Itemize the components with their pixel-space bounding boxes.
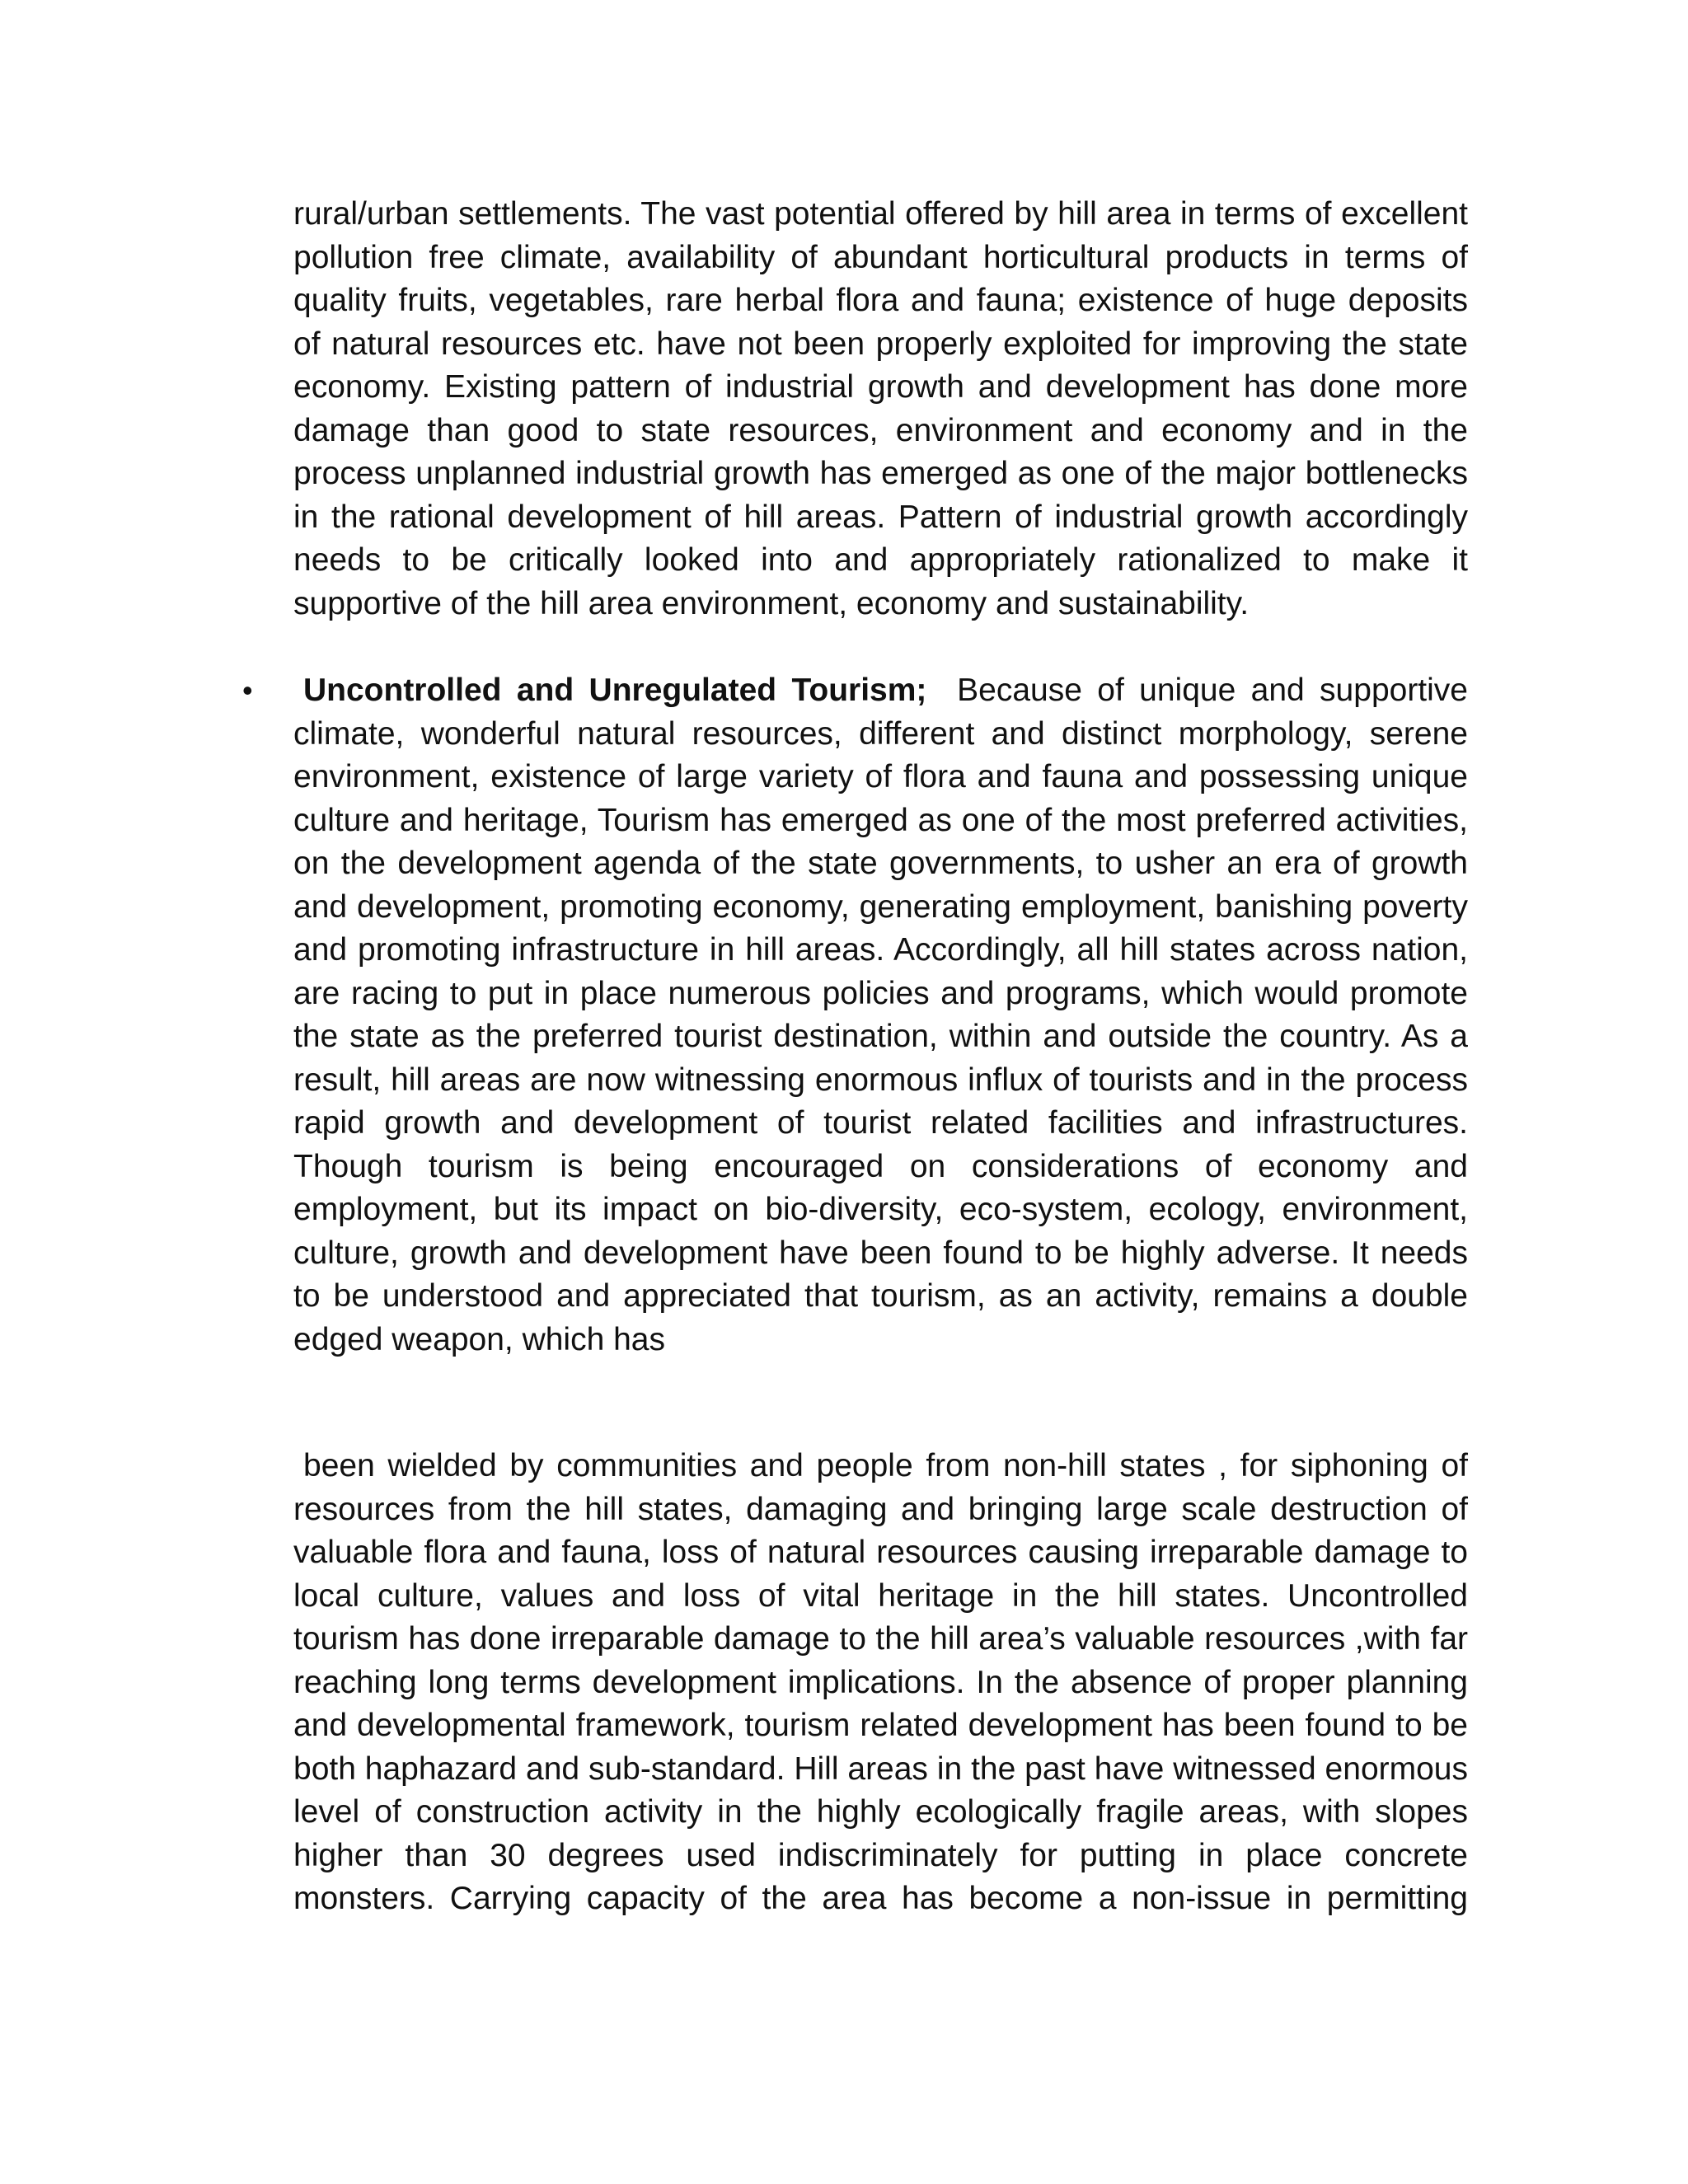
paragraph-industrial-growth: rural/urban settlements. The vast potential offered by hill area in terms of excellent pollution free climate, availability of abundant horticultural products in terms of quality fruits, vegetables, rare herbal flora and fauna; existence of huge deposits of natural resources etc. have not been properly exploited for improving the state economy. Existing pattern of industrial growth and development has done more damage than good to state resources, environment and economy and in the process unplanned industrial growth has emerged as one of the major bottlenecks in the rational development of hill areas. Pattern of industrial growth accordingly needs to be critically looked into and appropriately rationalized to make it supportive of the hill area environment, economy and sustainability. xyxy=(293,196,1468,621)
paragraph-tourism-continued-body: been wielded by communities and people from non-hill states , for siphoning of resources from the hill states, damaging and bringing large scale destruction of valuable flora and fauna, loss of natural resources causing irreparable damage to local culture, values and loss of vital heritage in the hill states. Uncontrolled tourism has done irreparable damage to the hill area’s valuable resources ,with far reaching long terms development implications. In the absence of proper planning and developmental framework, tourism related development has been found to be both haphazard and sub-standard. Hill areas in the past have witnessed enormous level of construction activity in the highly ecologically fragile areas, with slopes higher than 30 degrees used indiscriminately for putting in place concrete monsters. Carrying capacity of the area has become a non-issue in permitting xyxy=(293,1448,1468,1916)
paragraph-tourism xyxy=(293,669,1468,1361)
paragraph-tourism-continued xyxy=(293,1445,1468,1921)
bullet-point-icon: • xyxy=(242,673,253,707)
section-heading-tourism: Uncontrolled and Unregulated Tourism; xyxy=(303,673,927,708)
paragraph-tourism-body: Because of unique and supportive climate, wonderful natural resources, different and distinct morphology, serene environment, existence of large variety of flora and fauna and possessing unique culture and heritage, Tourism has emerged as one of the most preferred activities, on the development agenda of the state governments, to usher an era of growth and development, promoting economy, generating employment, banishing poverty and promoting infrastructure in hill areas. Accordingly, all hill states across nation, are racing to put in place numerous policies and programs, which would promote the state as the preferred tourist destination, within and outside the country. As a result, hill areas are now witnessing enormous influx of tourists and in the process rapid growth and development of tourist related facilities and infrastructures. Though tourism is being encouraged on considerations of economy and employment, but its impact on bio-diversity, eco-system, ecology, environment, culture, growth and development have been found to be highly adverse. It needs to be understood and appreciated that tourism, as an activity, remains a double edged weapon, which has xyxy=(293,673,1468,1357)
